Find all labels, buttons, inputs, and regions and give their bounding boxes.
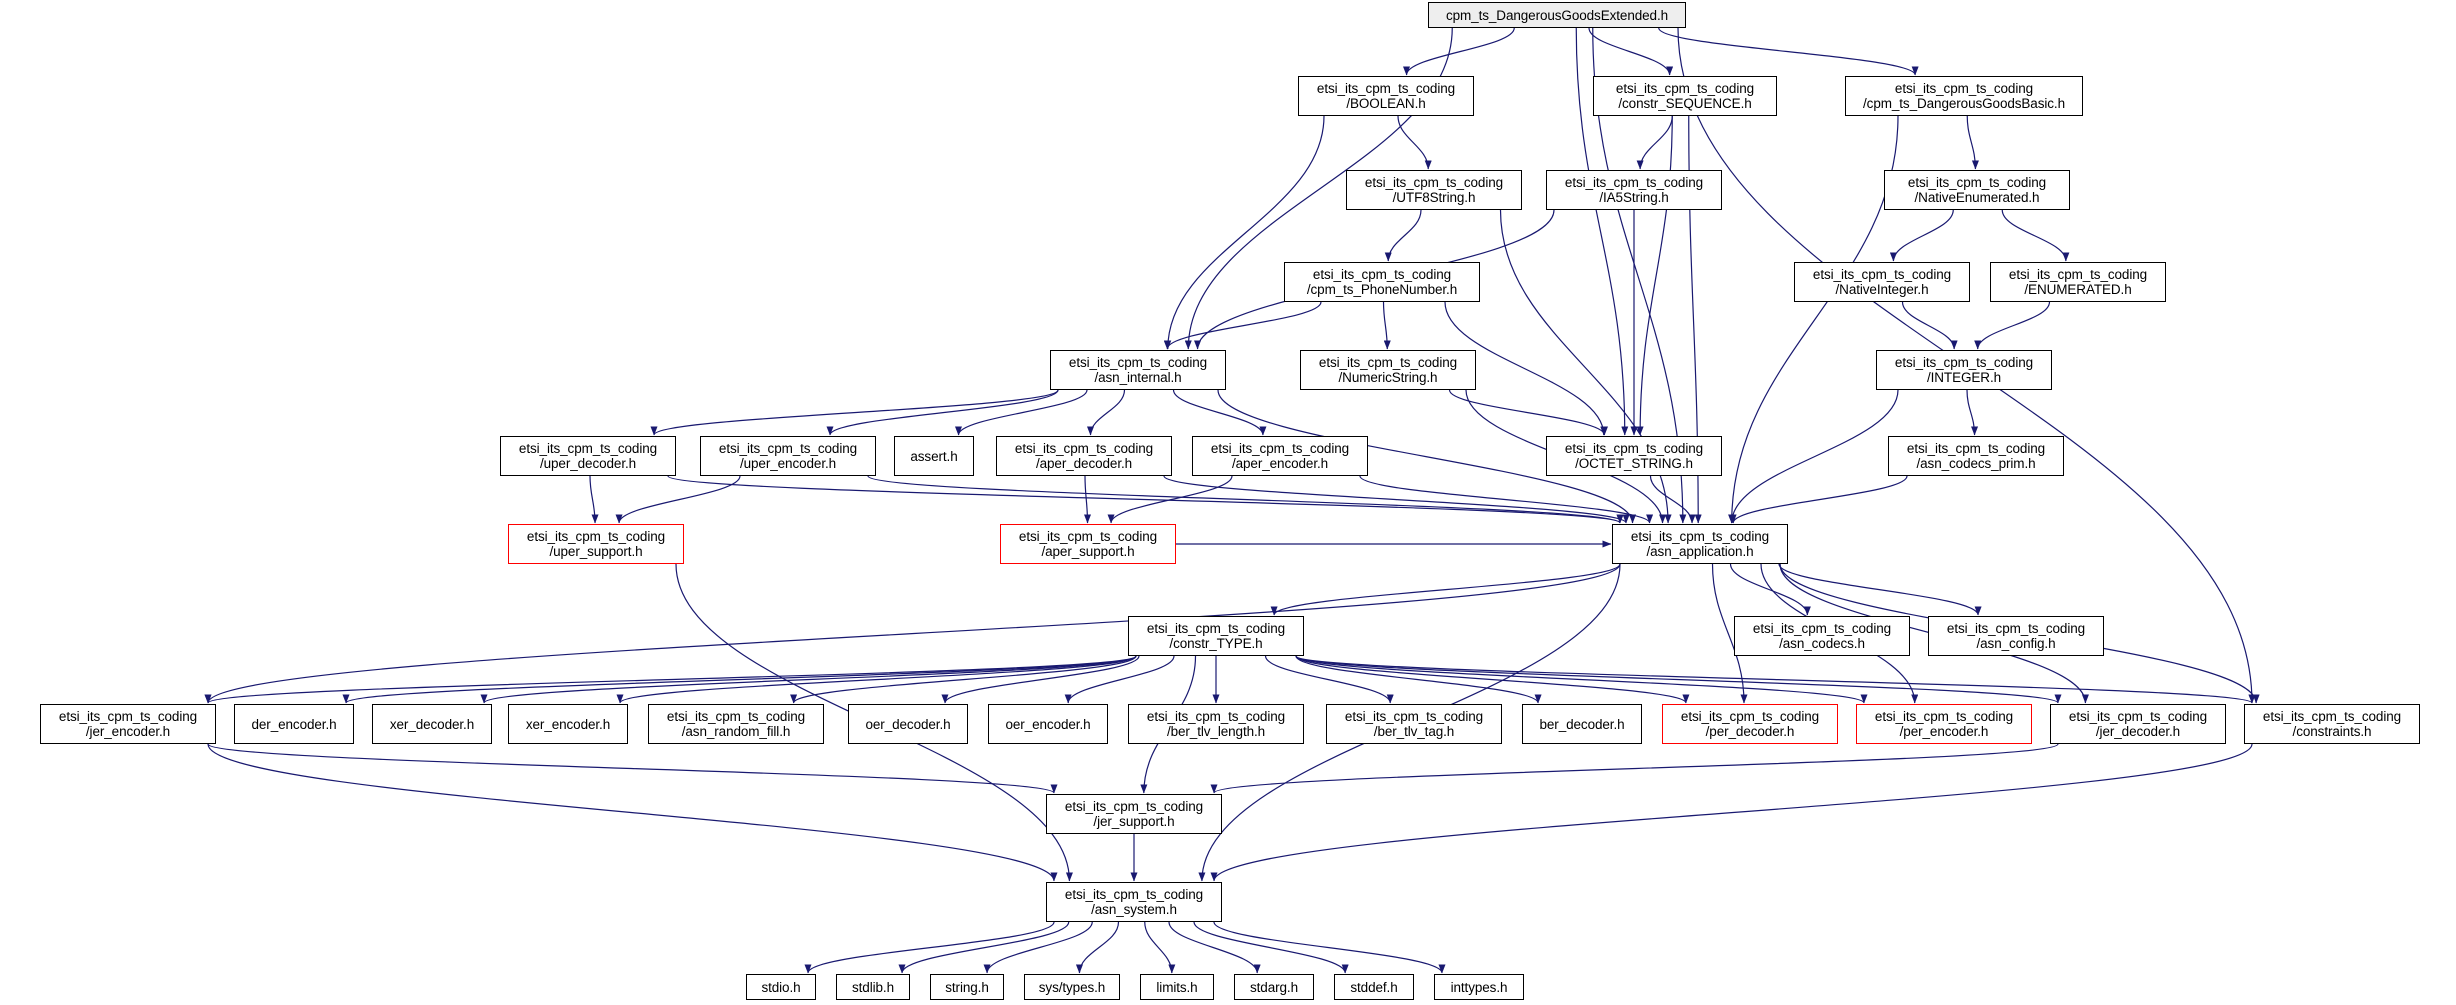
- graph-node-jer_support[interactable]: [1046, 794, 1222, 834]
- graph-edge: [830, 390, 1058, 435]
- graph-edge: [1659, 28, 1915, 75]
- graph-node-codecs_prim[interactable]: [1888, 436, 2064, 476]
- graph-node-label: /ENUMERATED.h: [2024, 282, 2132, 297]
- graph-node-per_encoder[interactable]: [1856, 704, 2032, 744]
- graph-edge: [1779, 564, 1978, 615]
- graph-node-label: oer_decoder.h: [865, 716, 951, 732]
- graph-edge: [868, 476, 1620, 523]
- graph-edge: [902, 922, 1069, 973]
- graph-node-label: /asn_system.h: [1091, 902, 1177, 917]
- graph-edge: [654, 390, 1058, 435]
- graph-edge: [619, 476, 740, 523]
- graph-node-label: /INTEGER.h: [1926, 370, 2001, 385]
- graph-node-xer_encoder[interactable]: [508, 704, 628, 744]
- graph-edge: [987, 922, 1092, 973]
- graph-node-label: etsi_its_cpm_ts_coding: [718, 441, 858, 456]
- graph-node-label: etsi_its_cpm_ts_coding: [1064, 887, 1204, 902]
- graph-node-enumerated[interactable]: [1990, 262, 2166, 302]
- graph-node-root[interactable]: [1428, 2, 1686, 28]
- graph-node-label: etsi_its_cpm_ts_coding: [1014, 441, 1154, 456]
- graph-node-label: /aper_support.h: [1041, 544, 1135, 559]
- graph-node-ber_tlv_tag[interactable]: [1326, 704, 1502, 744]
- graph-node-label: /NativeInteger.h: [1835, 282, 1929, 297]
- graph-node-label: /constr_TYPE.h: [1169, 636, 1263, 651]
- graph-node-label: etsi_its_cpm_ts_coding: [1318, 355, 1458, 370]
- graph-edge: [484, 656, 1136, 703]
- graph-node-label: /cpm_ts_PhoneNumber.h: [1306, 282, 1458, 297]
- graph-node-oer_decoder[interactable]: [848, 704, 968, 744]
- graph-node-label: etsi_its_cpm_ts_coding: [1018, 529, 1158, 544]
- graph-node-label: stdlib.h: [852, 979, 894, 995]
- graph-node-label: /OCTET_STRING.h: [1575, 456, 1693, 471]
- graph-edge: [1296, 656, 1686, 703]
- graph-node-label: etsi_its_cpm_ts_coding: [2068, 709, 2208, 724]
- graph-node-asn_system[interactable]: [1046, 882, 1222, 922]
- graph-node-label: /NumericString.h: [1338, 370, 1438, 385]
- graph-node-label: etsi_its_cpm_ts_coding: [1874, 709, 2014, 724]
- graph-node-label: /asn_config.h: [1976, 636, 2056, 651]
- graph-edge: [794, 656, 1136, 703]
- graph-edge: [1407, 28, 1515, 75]
- graph-node-oer_encoder[interactable]: [988, 704, 1108, 744]
- graph-edge: [1398, 116, 1428, 169]
- graph-node-label: /constr_SEQUENCE.h: [1618, 96, 1752, 111]
- graph-edge: [1296, 656, 2252, 703]
- graph-node-octet_string[interactable]: [1546, 436, 1722, 476]
- graph-node-label: etsi_its_cpm_ts_coding: [1907, 175, 2047, 190]
- graph-edge: [1731, 564, 1808, 615]
- graph-node-label: cpm_ts_DangerousGoodsExtended.h: [1445, 7, 1669, 23]
- graph-node-aper_decoder[interactable]: [996, 436, 1172, 476]
- graph-edge: [1274, 564, 1620, 615]
- graph-node-dg_basic[interactable]: [1845, 76, 2083, 116]
- graph-node-stdlib[interactable]: [836, 974, 910, 1000]
- graph-node-stdarg[interactable]: [1234, 974, 1314, 1000]
- graph-node-label: etsi_its_cpm_ts_coding: [1894, 355, 2034, 370]
- graph-edge: [1168, 116, 1324, 349]
- graph-node-boolean[interactable]: [1298, 76, 1474, 116]
- graph-edge: [668, 476, 1620, 523]
- graph-node-label: /NativeEnumerated.h: [1914, 190, 2040, 205]
- graph-node-label: etsi_its_cpm_ts_coding: [1312, 267, 1452, 282]
- graph-node-label: etsi_its_cpm_ts_coding: [1946, 621, 2086, 636]
- graph-node-ber_tlv_length[interactable]: [1128, 704, 1304, 744]
- graph-node-label: ber_decoder.h: [1539, 716, 1625, 732]
- graph-edge: [1214, 922, 1442, 973]
- graph-node-jer_encoder[interactable]: [40, 704, 216, 744]
- graph-node-uper_decoder[interactable]: [500, 436, 676, 476]
- graph-node-constr_type[interactable]: [1128, 616, 1304, 656]
- graph-node-numericstring[interactable]: [1300, 350, 1476, 390]
- graph-edge: [1733, 476, 1907, 523]
- graph-edge: [958, 390, 1087, 435]
- graph-node-asn_random_fill[interactable]: [648, 704, 824, 744]
- graph-edge: [1732, 390, 1898, 523]
- graph-edge: [1266, 656, 1391, 703]
- graph-node-per_decoder[interactable]: [1662, 704, 1838, 744]
- graph-edge: [1194, 922, 1345, 973]
- graph-node-label: /BOOLEAN.h: [1346, 96, 1426, 111]
- graph-edge: [1501, 210, 1669, 523]
- graph-node-asn_application[interactable]: [1612, 524, 1788, 564]
- graph-node-label: etsi_its_cpm_ts_coding: [1068, 355, 1208, 370]
- graph-node-integer[interactable]: [1876, 350, 2052, 390]
- graph-node-inttypes[interactable]: [1434, 974, 1524, 1000]
- graph-node-label: etsi_its_cpm_ts_coding: [1615, 81, 1755, 96]
- graph-node-utf8string[interactable]: [1346, 170, 1522, 210]
- graph-edge: [1296, 656, 1538, 703]
- graph-edge: [1967, 390, 1975, 435]
- graph-edge: [1384, 302, 1388, 349]
- graph-edge: [1388, 210, 1421, 261]
- graph-edge: [1090, 390, 1124, 435]
- graph-node-label: /jer_encoder.h: [85, 724, 171, 739]
- graph-node-label: sys/types.h: [1038, 979, 1106, 995]
- graph-node-label: etsi_its_cpm_ts_coding: [526, 529, 666, 544]
- graph-edge: [620, 656, 1136, 703]
- graph-node-systypes[interactable]: [1024, 974, 1120, 1000]
- graph-node-limits[interactable]: [1140, 974, 1214, 1000]
- graph-node-label: etsi_its_cpm_ts_coding: [1630, 529, 1770, 544]
- graph-edge: [1111, 476, 1232, 523]
- graph-edge: [208, 744, 1054, 793]
- graph-node-label: etsi_its_cpm_ts_coding: [1064, 799, 1204, 814]
- graph-node-label: /aper_encoder.h: [1231, 456, 1329, 471]
- graph-node-label: etsi_its_cpm_ts_coding: [1564, 175, 1704, 190]
- graph-edge: [346, 656, 1136, 703]
- graph-node-label: /asn_random_fill.h: [681, 724, 791, 739]
- graph-node-label: etsi_its_cpm_ts_coding: [1210, 441, 1350, 456]
- graph-node-label: stdarg.h: [1250, 979, 1298, 995]
- graph-edge: [1167, 302, 1321, 349]
- graph-node-label: string.h: [945, 979, 989, 995]
- graph-node-label: etsi_its_cpm_ts_coding: [1316, 81, 1456, 96]
- graph-node-label: etsi_its_cpm_ts_coding: [1364, 175, 1504, 190]
- graph-node-uper_support[interactable]: [508, 524, 684, 564]
- graph-edge: [1079, 922, 1118, 973]
- graph-node-label: /asn_internal.h: [1094, 370, 1182, 385]
- graph-node-aper_encoder[interactable]: [1192, 436, 1368, 476]
- graph-edge: [208, 656, 1136, 703]
- graph-node-label: /IA5String.h: [1599, 190, 1669, 205]
- graph-node-label: limits.h: [1156, 979, 1198, 995]
- graph-node-label: etsi_its_cpm_ts_coding: [2008, 267, 2148, 282]
- graph-edge: [208, 744, 1054, 881]
- graph-node-label: etsi_its_cpm_ts_coding: [2262, 709, 2402, 724]
- graph-node-label: /jer_support.h: [1093, 814, 1175, 829]
- graph-node-label: etsi_its_cpm_ts_coding: [1812, 267, 1952, 282]
- graph-edge: [1978, 302, 2050, 349]
- graph-node-jer_decoder[interactable]: [2050, 704, 2226, 744]
- graph-node-label: /ber_tlv_length.h: [1166, 724, 1266, 739]
- graph-node-aper_support[interactable]: [1000, 524, 1176, 564]
- graph-node-der_encoder[interactable]: [234, 704, 354, 744]
- graph-edge: [1903, 302, 1955, 349]
- graph-edge: [1967, 116, 1975, 169]
- graph-node-label: etsi_its_cpm_ts_coding: [1146, 621, 1286, 636]
- graph-node-label: stdio.h: [761, 979, 801, 995]
- graph-node-xer_decoder[interactable]: [372, 704, 492, 744]
- graph-edge: [1732, 116, 1898, 523]
- graph-node-label: etsi_its_cpm_ts_coding: [666, 709, 806, 724]
- graph-node-asn_internal[interactable]: [1050, 350, 1226, 390]
- graph-node-label: xer_encoder.h: [525, 716, 611, 732]
- graph-node-label: assert.h: [910, 448, 958, 464]
- graph-node-label: /asn_codecs_prim.h: [1916, 456, 2036, 471]
- graph-edge: [1640, 116, 1672, 169]
- graph-edge: [1296, 656, 1864, 703]
- graph-edge: [1296, 656, 2058, 703]
- graph-edge: [1651, 476, 1693, 523]
- graph-node-label: /per_decoder.h: [1705, 724, 1795, 739]
- graph-node-label: der_encoder.h: [251, 716, 337, 732]
- graph-edge: [1164, 476, 1626, 523]
- graph-edge: [1589, 28, 1670, 75]
- graph-node-label: /constraints.h: [2292, 724, 2372, 739]
- graph-node-uper_encoder[interactable]: [700, 436, 876, 476]
- graph-node-label: /asn_codecs.h: [1779, 636, 1865, 651]
- graph-edge: [1360, 476, 1650, 523]
- graph-node-label: inttypes.h: [1450, 979, 1508, 995]
- graph-node-label: stddef.h: [1350, 979, 1398, 995]
- graph-edge: [1640, 116, 1672, 435]
- graph-edge: [1174, 390, 1263, 435]
- graph-node-label: /asn_application.h: [1646, 544, 1754, 559]
- graph-node-label: /ber_tlv_tag.h: [1373, 724, 1455, 739]
- graph-edge: [208, 564, 1620, 703]
- graph-node-label: etsi_its_cpm_ts_coding: [1894, 81, 2034, 96]
- graph-edge: [1893, 210, 1953, 261]
- graph-node-nativeint[interactable]: [1794, 262, 1970, 302]
- graph-node-label: etsi_its_cpm_ts_coding: [1752, 621, 1892, 636]
- graph-edge: [1068, 656, 1174, 703]
- graph-node-label: etsi_its_cpm_ts_coding: [58, 709, 198, 724]
- graph-edge: [1450, 390, 1605, 435]
- graph-node-label: etsi_its_cpm_ts_coding: [1680, 709, 1820, 724]
- graph-edge: [1169, 922, 1257, 973]
- graph-node-phonenumber[interactable]: [1284, 262, 1480, 302]
- graph-edge: [1085, 476, 1088, 523]
- graph-node-label: /uper_support.h: [549, 544, 643, 559]
- graph-node-label: /cpm_ts_DangerousGoodsBasic.h: [1863, 96, 2065, 111]
- graph-node-label: xer_decoder.h: [389, 716, 475, 732]
- graph-node-label: etsi_its_cpm_ts_coding: [1344, 709, 1484, 724]
- graph-edge: [1214, 744, 2058, 793]
- graph-node-label: etsi_its_cpm_ts_coding: [1146, 709, 1286, 724]
- graph-node-nativeenum[interactable]: [1884, 170, 2070, 210]
- graph-node-assert[interactable]: [894, 436, 974, 476]
- graph-node-asn_codecs[interactable]: [1734, 616, 1910, 656]
- graph-edge: [590, 476, 595, 523]
- graph-node-label: etsi_its_cpm_ts_coding: [1564, 441, 1704, 456]
- graph-node-label: etsi_its_cpm_ts_coding: [518, 441, 658, 456]
- graph-edge: [945, 656, 1139, 703]
- graph-node-ia5string[interactable]: [1546, 170, 1722, 210]
- graph-node-stdio[interactable]: [746, 974, 816, 1000]
- graph-edge: [808, 922, 1054, 973]
- graph-node-label: /uper_decoder.h: [539, 456, 637, 471]
- graph-node-label: oer_encoder.h: [1005, 716, 1091, 732]
- graph-node-label: /UTF8String.h: [1392, 190, 1476, 205]
- graph-node-string[interactable]: [930, 974, 1004, 1000]
- graph-node-ber_decoder[interactable]: [1522, 704, 1642, 744]
- graph-node-constr_seq[interactable]: [1593, 76, 1777, 116]
- graph-node-label: etsi_its_cpm_ts_coding: [1906, 441, 2046, 456]
- graph-node-stddef[interactable]: [1334, 974, 1414, 1000]
- graph-node-label: /aper_decoder.h: [1035, 456, 1133, 471]
- graph-node-label: /uper_encoder.h: [739, 456, 837, 471]
- graph-edge: [2002, 210, 2066, 261]
- graph-node-asn_config[interactable]: [1928, 616, 2104, 656]
- graph-node-label: /jer_decoder.h: [2095, 724, 2181, 739]
- graph-node-label: /per_encoder.h: [1899, 724, 1989, 739]
- graph-edge: [1214, 744, 2252, 881]
- graph-node-constraints[interactable]: [2244, 704, 2420, 744]
- graph-edge: [1145, 922, 1172, 973]
